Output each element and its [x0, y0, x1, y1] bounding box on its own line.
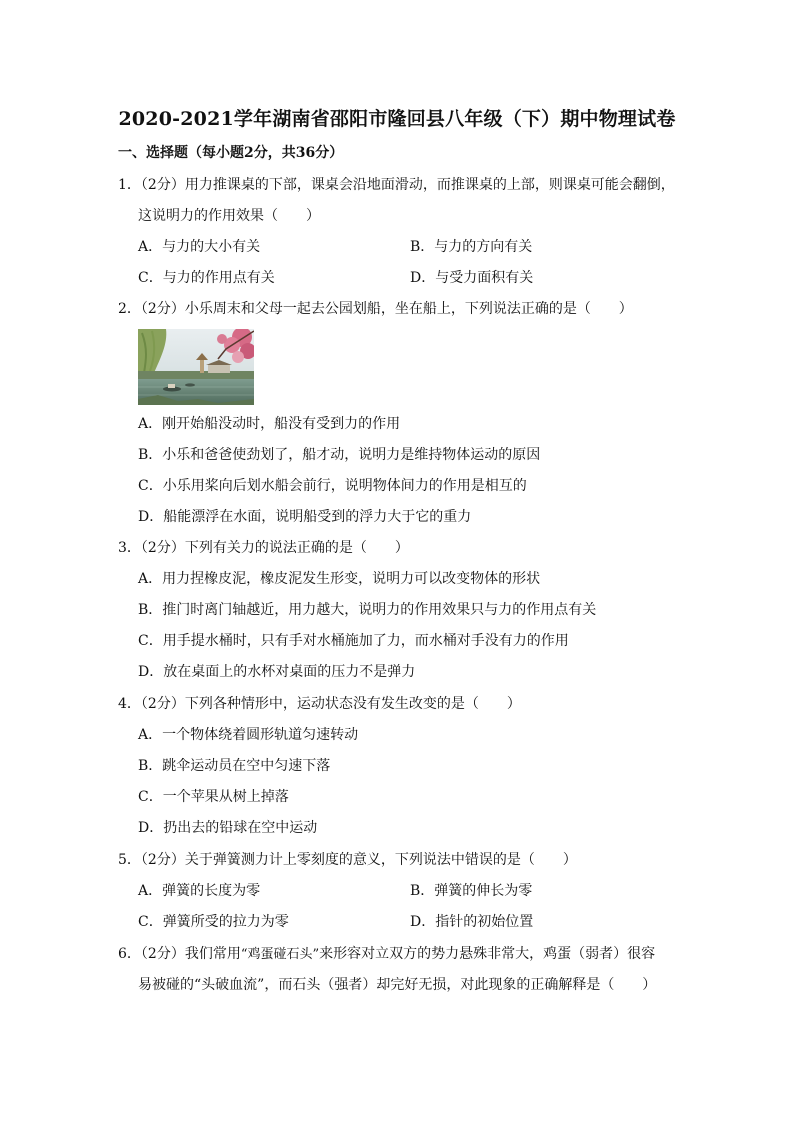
park-boat-photo [138, 329, 254, 405]
question-5-option-b: B．弹簧的伸长为零 [410, 883, 533, 899]
question-4-option-d: D．扔出去的铅球在空中运动 [138, 820, 318, 836]
question-6-stem-start: 6．（2分）我们常用 [118, 946, 241, 962]
section-heading: 一、选择题（每小题2分，共36分） [118, 145, 344, 161]
question-5-option-a: A．弹簧的长度为零 [138, 883, 261, 899]
question-4-option-a: A．一个物体绕着圆形轨道匀速转动 [138, 727, 359, 743]
question-3-option-b: B．推门时离门轴越近，用力越大，说明力的作用效果只与力的作用点有关 [138, 602, 597, 618]
question-6-stem [118, 944, 655, 965]
question-4-option-c: C．一个苹果从树上掉落 [138, 789, 289, 805]
question-1-option-d: D．与受力面积有关 [410, 270, 534, 286]
question-5-option-d: D．指针的初始位置 [410, 914, 534, 930]
question-2-option-a: A．刚开始船没动时，船没有受到力的作用 [138, 416, 401, 432]
question-3-stem: 3．（2分）下列有关力的说法正确的是（ ） [118, 540, 409, 556]
question-1-stem: 1．（2分）用力推课桌的下部，课桌会沿地面滑动，而推课桌的上部，则课桌可能会翻倒， [118, 177, 675, 193]
question-6-stem-cont: 易被碰的“头破血流”，而石头（强者）却完好无损，对此现象的正确解释是（ ） [138, 977, 657, 993]
question-2-option-c: C．小乐用桨向后划水船会前行，说明物体间力的作用是相互的 [138, 478, 527, 494]
exam-title: 2020-2021学年湖南省邵阳市隆回县八年级（下）期中物理试卷 [118, 108, 676, 130]
question-1-option-b: B．与力的方向有关 [410, 239, 533, 255]
question-3-option-c: C．用手提水桶时，只有手对水桶施加了力，而水桶对手没有力的作用 [138, 633, 569, 649]
park-boat-photo-image [138, 329, 254, 405]
question-4-option-b: B．跳伞运动员在空中匀速下落 [138, 758, 331, 774]
question-3-option-a: A．用力捏橡皮泥，橡皮泥发生形变，说明力可以改变物体的形状 [138, 571, 541, 587]
question-1-stem-cont: 这说明力的作用效果（ ） [138, 208, 320, 224]
question-2-stem: 2．（2分）小乐周末和父母一起去公园划船，坐在船上，下列说法正确的是（ ） [118, 301, 633, 317]
question-1-option-a: A．与力的大小有关 [138, 239, 261, 255]
question-5-option-c: C．弹簧所受的拉力为零 [138, 914, 289, 930]
question-5-stem: 5．（2分）关于弹簧测力计上零刻度的意义，下列说法中错误的是（ ） [118, 852, 577, 868]
question-4-stem: 4．（2分）下列各种情形中，运动状态没有发生改变的是（ ） [118, 696, 521, 712]
question-6-stem-end: 来形容对立双方的势力悬殊非常大，鸡蛋（弱者）很容 [319, 946, 656, 962]
question-3-option-d: D．放在桌面上的水杯对桌面的压力不是弹力 [138, 664, 416, 680]
question-6-quote: “鸡蛋碰石头” [240, 947, 320, 962]
question-1-option-c: C．与力的作用点有关 [138, 270, 275, 286]
question-2-option-b: B．小乐和爸爸使劲划了，船才动，说明力是维持物体运动的原因 [138, 447, 541, 463]
question-2-option-d: D．船能漂浮在水面，说明船受到的浮力大于它的重力 [138, 509, 472, 525]
